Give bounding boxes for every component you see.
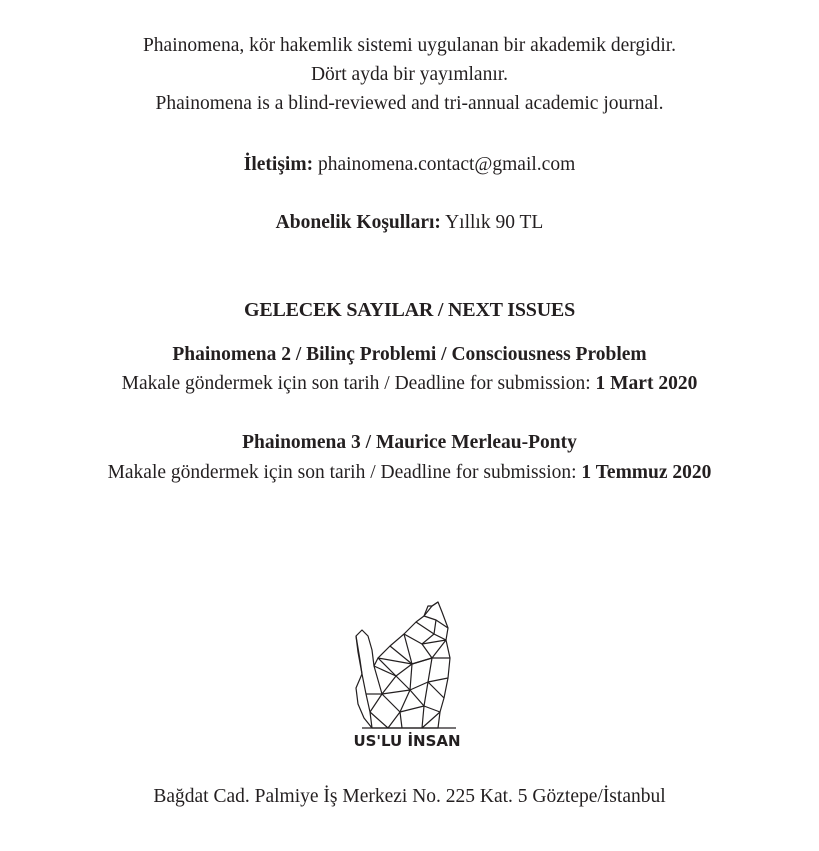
deadline-date: 1 Mart 2020 — [595, 373, 698, 394]
publisher-name: US'LU İNSAN — [353, 732, 461, 750]
next-issues-heading: GELECEK SAYILAR / NEXT ISSUES — [244, 299, 575, 321]
subscription-label: Abonelik Koşulları: — [275, 212, 441, 233]
contact-line — [0, 153, 819, 177]
geometric-cat-icon — [356, 602, 456, 728]
publisher-logo — [352, 600, 462, 750]
deadline-label: Makale göndermek için son tarih / Deadline for submission: — [107, 462, 577, 483]
subscription-line — [0, 211, 819, 235]
deadline-label: Makale göndermek için son tarih / Deadline for submission: — [121, 373, 591, 394]
issue-deadline — [0, 461, 819, 485]
issue-title: Phainomena 3 / Maurice Merleau-Ponty — [242, 432, 577, 453]
contact-email: phainomena.contact@gmail.com — [317, 154, 576, 175]
subscription-price: Yıllık 90 TL — [445, 212, 544, 233]
address: Bağdat Cad. Palmiye İş Merkezi No. 225 Kat. 5 Göztepe/İstanbul — [153, 786, 666, 807]
deadline-date: 1 Temmuz 2020 — [581, 462, 712, 483]
intro-line-3: Phainomena is a blind-reviewed and tri-annual academic journal. — [155, 93, 664, 114]
intro-line-2: Dört ayda bir yayımlanır. — [310, 64, 509, 85]
contact-label: İletişim: — [243, 154, 314, 175]
issue-title: Phainomena 2 / Bilinç Problemi / Consciousness Problem — [172, 344, 647, 365]
issue-deadline — [0, 372, 819, 396]
intro-line-1: Phainomena, kör hakemlik sistemi uygulanan bir akademik dergidir. — [142, 35, 677, 56]
